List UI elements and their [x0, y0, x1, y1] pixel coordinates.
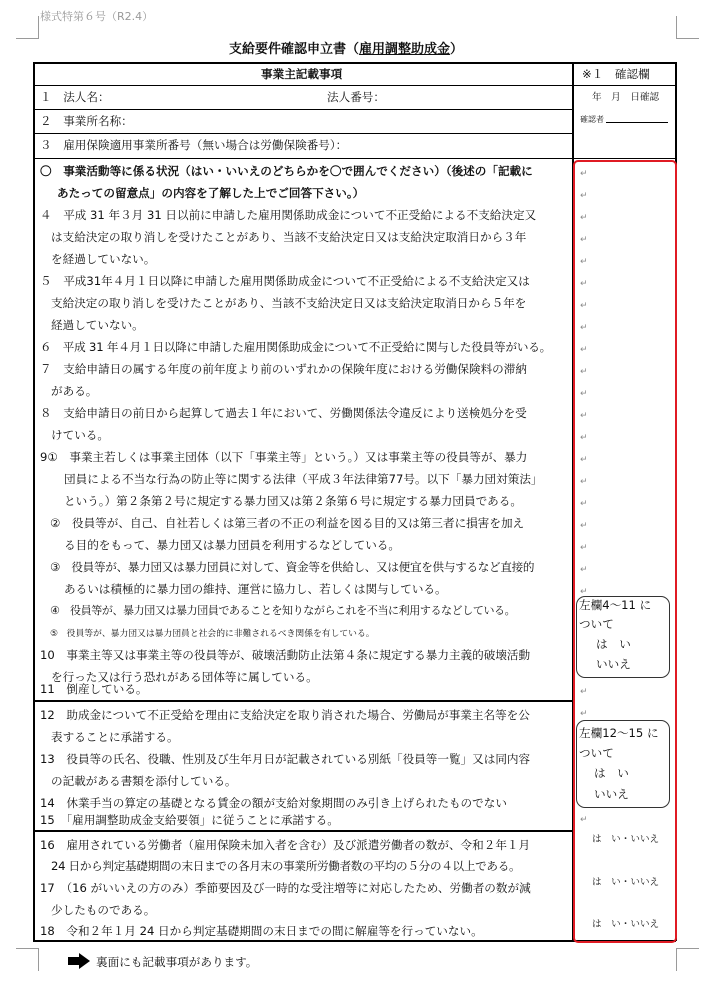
line-9-3: という。）第２条第２号に規定する暴力団又は第２条第６号に規定する暴力団員である。 [64, 494, 522, 508]
line-9-2-2: る目的をもって、暴力団又は暴力団員を利用するなどしている。 [64, 538, 400, 552]
return-mark: ↵ [580, 709, 588, 719]
line-11: 11 倒産している。 [40, 682, 148, 696]
confirmer-underline [606, 122, 668, 123]
return-mark: ↵ [580, 235, 588, 245]
row2-rule [33, 133, 573, 134]
line-9-3-2: あるいは積極的に暴力団の維持、運営に協力し、若しくは関与している。 [64, 582, 447, 596]
return-mark: ↵ [580, 169, 588, 179]
line-14: 14 休業手当の算定の基礎となる賃金の額が支給対象期間のみ引き上げられたものでない [40, 796, 507, 810]
title-prefix: 支給要件確認申立書（ [229, 42, 360, 57]
line-7-2: がある。 [51, 384, 98, 398]
row-insurance-number: ３ 雇用保険適用事業所番号（無い場合は労働保険番号）： [40, 138, 348, 152]
line-10-1: 10 事業主等又は事業主等の役員等が、破壊活動防止法第４条に規定する暴力主義的破壊活動 [40, 648, 531, 662]
line-9-2-1: ② 役員等が、自己、自社若しくは第三者の不正の利益を図る目的又は第三者に損害を加え [50, 516, 525, 530]
group1-no-option[interactable]: いいえ [596, 657, 631, 671]
title-underlined: 雇用調整助成金 [359, 42, 451, 57]
return-mark: ↵ [580, 687, 588, 697]
line-17-2: 少したものである。 [51, 903, 156, 917]
return-mark: ↵ [580, 191, 588, 201]
line-5-2: 支給決定の取り消しを受けたことがあり、当該不支給決定日又は支給決定取消日から５年を [51, 296, 527, 310]
arrow-right-icon [68, 953, 90, 969]
line-16-1: 16 雇用されている労働者（雇用保険未加入者を含む）及び派遣労働者の数が、令和２年１月 [40, 838, 531, 852]
corner-mark-bottom-left [16, 948, 39, 971]
group2-no-option[interactable]: いいえ [594, 787, 629, 801]
line-9-4: ④ 役員等が、暴力団又は暴力団員であることを知りながらこれを不当に利用するなどしている。 [50, 604, 516, 617]
return-mark: ↵ [580, 301, 588, 311]
line-7-1: ７ 支給申請日の属する年度の前年度より前のいずれかの保険年度における労働保険料の滞納 [40, 362, 527, 376]
return-mark: ↵ [580, 257, 588, 267]
form-id: 様式特第６号（R2.4） [40, 10, 154, 23]
line-4-1: ４ 平成 31 年３月 31 日以前に申請した雇用関係助成金について不正受給による不支給決定又 [40, 208, 537, 222]
page-title [229, 43, 463, 57]
row-office-name: ２ 事業所名称： [40, 114, 133, 128]
row-corporate-name: １ 法人名： [40, 90, 110, 104]
group2-label-2: ついて [579, 746, 614, 760]
line-16-2: 24 日から判定基礎期間の末日までの各月末の事業所労働者数の平均の５分の４以上である。 [51, 859, 521, 873]
return-mark: ↵ [580, 367, 588, 377]
line-status-heading-2: あたっての留意点」の内容を了解した上でご回答下さい。） [57, 186, 365, 200]
return-mark: ↵ [580, 543, 588, 553]
header-left: 事業主記載事項 [261, 67, 343, 81]
confirmer-label: 確認者 [580, 115, 604, 124]
group1-label-2: ついて [579, 617, 614, 631]
line-12-1: 12 助成金について不正受給を理由に支給決定を取り消された場合、労働局が事業主名等を公 [40, 708, 530, 722]
line-13-1: 13 役員等の氏名、役職、性別及び生年月日が記載されている別紙「役員等一覧」又は同内容 [40, 752, 531, 766]
row-corporate-number-label: 法人番号： [327, 90, 385, 104]
line-9-5: ⑤ 役員等が、暴力団又は暴力団員と社会的に非難されるべき関係を有している。 [50, 629, 375, 639]
line-4-2: は支給決定の取り消しを受けたことがあり、当該不支給決定日又は支給決定取消日から３年 [51, 230, 527, 244]
corner-mark-top-left [16, 16, 39, 39]
footer-note: 裏面にも記載事項があります。 [96, 955, 258, 969]
line-10-2: を行った又は行う恐れがある団体等に属している。 [51, 670, 318, 684]
return-mark: ↵ [580, 411, 588, 421]
group1-yes-option[interactable]: は い [596, 637, 631, 651]
title-suffix: ） [450, 42, 464, 57]
line-17-1: 17 （16 がいいえの方のみ）季節要因及び一時的な受注増等に対応したため、労働者の数が減 [40, 881, 531, 895]
line-4-3: を経過していない。 [51, 252, 156, 266]
corner-mark-top-right [676, 16, 699, 39]
row1-rule [33, 109, 573, 110]
return-mark: ↵ [580, 477, 588, 487]
return-mark: ↵ [580, 565, 588, 575]
line-18: 18 令和２年１月 24 日から判定基礎期間の末日までの間に解雇等を行っていない。 [40, 924, 483, 938]
item18-yes-no[interactable]: は い・いいえ [592, 919, 660, 930]
return-mark: ↵ [580, 345, 588, 355]
line-6: ６ 平成 31 年４月１日以降に申請した雇用関係助成金について不正受給に関与した役員等がいる。 [40, 340, 552, 354]
line-5-3: 経過していない。 [51, 318, 144, 332]
line-9-2: 団員による不当な行為の防止等に関する法律（平成３年法律第77号。以下「暴力団対策法」 [64, 472, 543, 486]
return-mark: ↵ [580, 499, 588, 509]
table-border-top [33, 62, 676, 64]
table-border-left [33, 62, 35, 941]
line-12-2: 表することに承諾する。 [51, 730, 179, 744]
return-mark: ↵ [580, 213, 588, 223]
answer-column-highlight [573, 160, 677, 943]
return-mark: ↵ [580, 521, 588, 531]
group2-label-1: 左欄12～15 に [579, 726, 659, 740]
group1-label-1: 左欄4～11 に [579, 598, 652, 612]
return-mark: ↵ [580, 815, 588, 825]
line-15: 15 「雇用調整助成金支給要領」に従うことに承諾する。 [40, 813, 339, 827]
header-rule [33, 85, 676, 86]
return-mark: ↵ [580, 389, 588, 399]
line-8-1: ８ 支給申請日の前日から起算して過去１年において、労働関係法令違反により送検処分を受 [40, 406, 527, 420]
line-13-2: の記載がある書類を添付している。 [51, 774, 237, 788]
return-mark: ↵ [580, 455, 588, 465]
line-8-2: けている。 [51, 428, 109, 442]
group2-yes-option[interactable]: は い [594, 766, 629, 780]
header-right: ※１ 確認欄 [582, 67, 650, 81]
line-9-3-1: ③ 役員等が、暴力団又は暴力団員に対して、資金等を供給し、又は便宜を供与するなど直接的 [50, 560, 535, 574]
row3-rule [33, 158, 676, 159]
return-mark: ↵ [580, 587, 588, 597]
corner-mark-bottom-right [676, 948, 699, 971]
item16-yes-no[interactable]: は い・いいえ [592, 834, 660, 845]
return-mark: ↵ [580, 279, 588, 289]
section-rule-15 [33, 830, 573, 832]
confirm-date: 年 月 日確認 [592, 92, 660, 103]
line-status-heading-1: 〇 事業活動等に係る状況（はい・いいえのどちらかを〇で囲んでください）（後述の「記載に [40, 164, 533, 178]
section-rule-11 [33, 700, 573, 702]
line-5-1: ５ 平成31年４月１日以降に申請した雇用関係助成金について不正受給による不支給決定又は [40, 274, 530, 288]
return-mark: ↵ [580, 323, 588, 333]
line-9-1: 9① 事業主若しくは事業主団体（以下「事業主等」という。）又は事業主等の役員等が、暴力 [40, 450, 528, 464]
return-mark: ↵ [580, 433, 588, 443]
item17-yes-no[interactable]: は い・いいえ [592, 877, 660, 888]
